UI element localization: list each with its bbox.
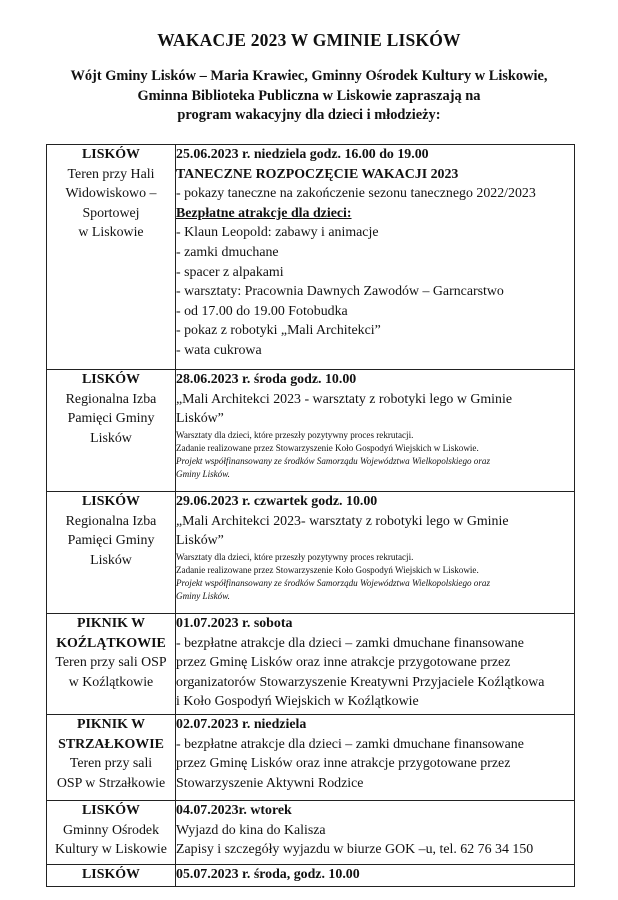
event-location — [47, 715, 176, 801]
event-detail-line: - warsztaty: Pracownia Dawnych Zawodów – Garncarstwo — [176, 284, 504, 300]
event-detail-line: - od 17.00 do 19.00 Fotobudka — [176, 303, 348, 319]
event-date: 29.06.2023 r. czwartek godz. 10.00 — [176, 494, 378, 509]
event-location — [47, 614, 176, 715]
event-detail-line: - bezpłatne atrakcje dla dzieci – zamki dmuchane finansowane — [176, 635, 524, 651]
schedule-table — [46, 144, 575, 887]
event-detail-line: Lisków” — [176, 411, 224, 427]
schedule-row — [47, 865, 575, 887]
event-details — [176, 801, 575, 865]
schedule-body — [47, 145, 575, 887]
event-detail-line: Stowarzyszenie Aktywni Rodzice — [176, 775, 364, 791]
location-detail: Lisków — [90, 430, 132, 446]
location-detail: OSP w Strzałkowie — [56, 775, 166, 791]
event-details — [176, 370, 575, 492]
location-detail: Pamięci Gminy — [67, 533, 155, 549]
event-location — [47, 865, 176, 887]
event-detail-line: organizatorów Stowarzyszenie Kreatywni Przyjaciele Koźlątkowa — [176, 674, 545, 690]
location-name: STRZAŁKOWIE — [58, 736, 164, 752]
event-details — [176, 715, 575, 801]
location-detail: Gminny Ośrodek — [62, 822, 160, 838]
event-detail-line: Zapisy i szczegóły wyjazdu w biurze GOK –u, tel. 62 76 34 150 — [176, 842, 534, 858]
location-detail: Lisków — [90, 552, 132, 568]
location-name: PIKNIK W — [76, 616, 146, 631]
location-detail: Kultury w Liskowie — [55, 842, 167, 858]
event-detail-line: i Koło Gospodyń Wiejskich w Koźlątkowie — [176, 694, 419, 710]
event-details — [176, 145, 575, 370]
event-date: 25.06.2023 r. niedziela godz. 16.00 do 19.00 — [176, 147, 429, 162]
event-detail-line: Gminy Lisków. — [176, 590, 230, 601]
event-detail-line: „Mali Architekci 2023- warsztaty z robotyki lego w Gminie — [176, 513, 509, 529]
event-detail-line: - pokazy taneczne na zakończenie sezonu tanecznego 2022/2023 — [176, 186, 536, 202]
location-detail: Widowiskowo – — [65, 186, 157, 202]
location-name: LISKÓW — [82, 867, 140, 882]
event-detail-line: - spacer z alpakami — [176, 264, 284, 280]
location-name: PIKNIK W — [76, 717, 146, 732]
event-detail-line: Warsztaty dla dzieci, które przeszły pozytywny proces rekrutacji. — [176, 551, 414, 562]
intro-line: program wakacyjny dla dzieci i młodzieży: — [177, 107, 441, 123]
event-date: 01.07.2023 r. sobota — [176, 616, 293, 631]
event-detail-line: Zadanie realizowane przez Stowarzyszenie Koło Gospodyń Wiejskich w Liskowie. — [176, 442, 479, 453]
intro-text — [40, 67, 578, 126]
event-detail-line: Lisków” — [176, 533, 224, 549]
location-detail: Sportowej — [82, 205, 140, 221]
event-location — [47, 492, 176, 614]
location-detail: Teren przy sali — [69, 756, 153, 772]
event-detail-line: Projekt współfinansowany ze środków Samorządu Województwa Wielkopolskiego oraz — [176, 455, 490, 466]
location-name: LISKÓW — [82, 372, 140, 387]
location-detail: Pamięci Gminy — [67, 411, 155, 427]
intro-line: Gminna Biblioteka Publiczna w Liskowie zapraszają na — [137, 87, 481, 104]
event-detail-line: - Klaun Leopold: zabawy i animacje — [176, 225, 379, 241]
event-detail-line: „Mali Architekci 2023 - warsztaty z robotyki lego w Gminie — [176, 391, 512, 407]
location-name: LISKÓW — [82, 147, 140, 162]
location-detail: Regionalna Izba — [65, 391, 157, 407]
event-details — [176, 492, 575, 614]
event-detail-line: Bezpłatne atrakcje dla dzieci: — [176, 205, 352, 221]
event-date: 28.06.2023 r. środa godz. 10.00 — [176, 372, 357, 387]
event-detail-line: TANECZNE ROZPOCZĘCIE WAKACJI 2023 — [176, 166, 459, 182]
location-detail: w Liskowie — [78, 225, 144, 241]
event-location — [47, 801, 176, 865]
event-detail-line: Zadanie realizowane przez Stowarzyszenie Koło Gospodyń Wiejskich w Liskowie. — [176, 564, 479, 575]
event-detail-line: Gminy Lisków. — [176, 468, 230, 479]
location-name: LISKÓW — [82, 803, 140, 818]
event-details — [176, 865, 575, 887]
location-detail: w Koźlątkowie — [68, 674, 154, 690]
event-location — [47, 145, 176, 370]
event-detail-line: przez Gminę Lisków oraz inne atrakcje przygotowane przez — [176, 655, 511, 671]
location-detail: Regionalna Izba — [65, 513, 157, 529]
event-detail-line: - zamki dmuchane — [176, 244, 279, 260]
schedule-row — [47, 492, 575, 614]
event-details — [176, 614, 575, 715]
event-date: 04.07.2023r. wtorek — [176, 803, 292, 818]
location-detail: Teren przy Hali — [67, 166, 155, 182]
intro-line: Wójt Gminy Lisków – Maria Krawiec, Gminny Ośrodek Kultury w Liskowie, — [70, 68, 548, 84]
event-detail-line: Projekt współfinansowany ze środków Samorządu Województwa Wielkopolskiego oraz — [176, 577, 490, 588]
event-detail-line: - wata cukrowa — [176, 342, 262, 358]
event-date: 02.07.2023 r. niedziela — [176, 717, 307, 732]
page-title: WAKACJE 2023 W GMINIE LISKÓW — [157, 30, 461, 50]
location-detail: Teren przy sali OSP — [55, 655, 167, 671]
location-name: KOŹLĄTKOWIE — [56, 635, 166, 651]
schedule-row — [47, 370, 575, 492]
event-detail-line: - bezpłatne atrakcje dla dzieci – zamki dmuchane finansowane — [176, 736, 524, 752]
event-detail-line: Wyjazd do kina do Kalisza — [176, 822, 326, 838]
schedule-row — [47, 614, 575, 715]
schedule-row — [47, 145, 575, 370]
event-detail-line: - pokaz z robotyki „Mali Architekci” — [176, 323, 381, 339]
schedule-row — [47, 715, 575, 801]
event-location — [47, 370, 176, 492]
event-detail-line: Warsztaty dla dzieci, które przeszły pozytywny proces rekrutacji. — [176, 429, 414, 440]
event-detail-line: przez Gminę Lisków oraz inne atrakcje przygotowane przez — [176, 756, 511, 772]
location-name: LISKÓW — [82, 494, 140, 509]
event-date: 05.07.2023 r. środa, godz. 10.00 — [176, 867, 360, 882]
schedule-row — [47, 801, 575, 865]
